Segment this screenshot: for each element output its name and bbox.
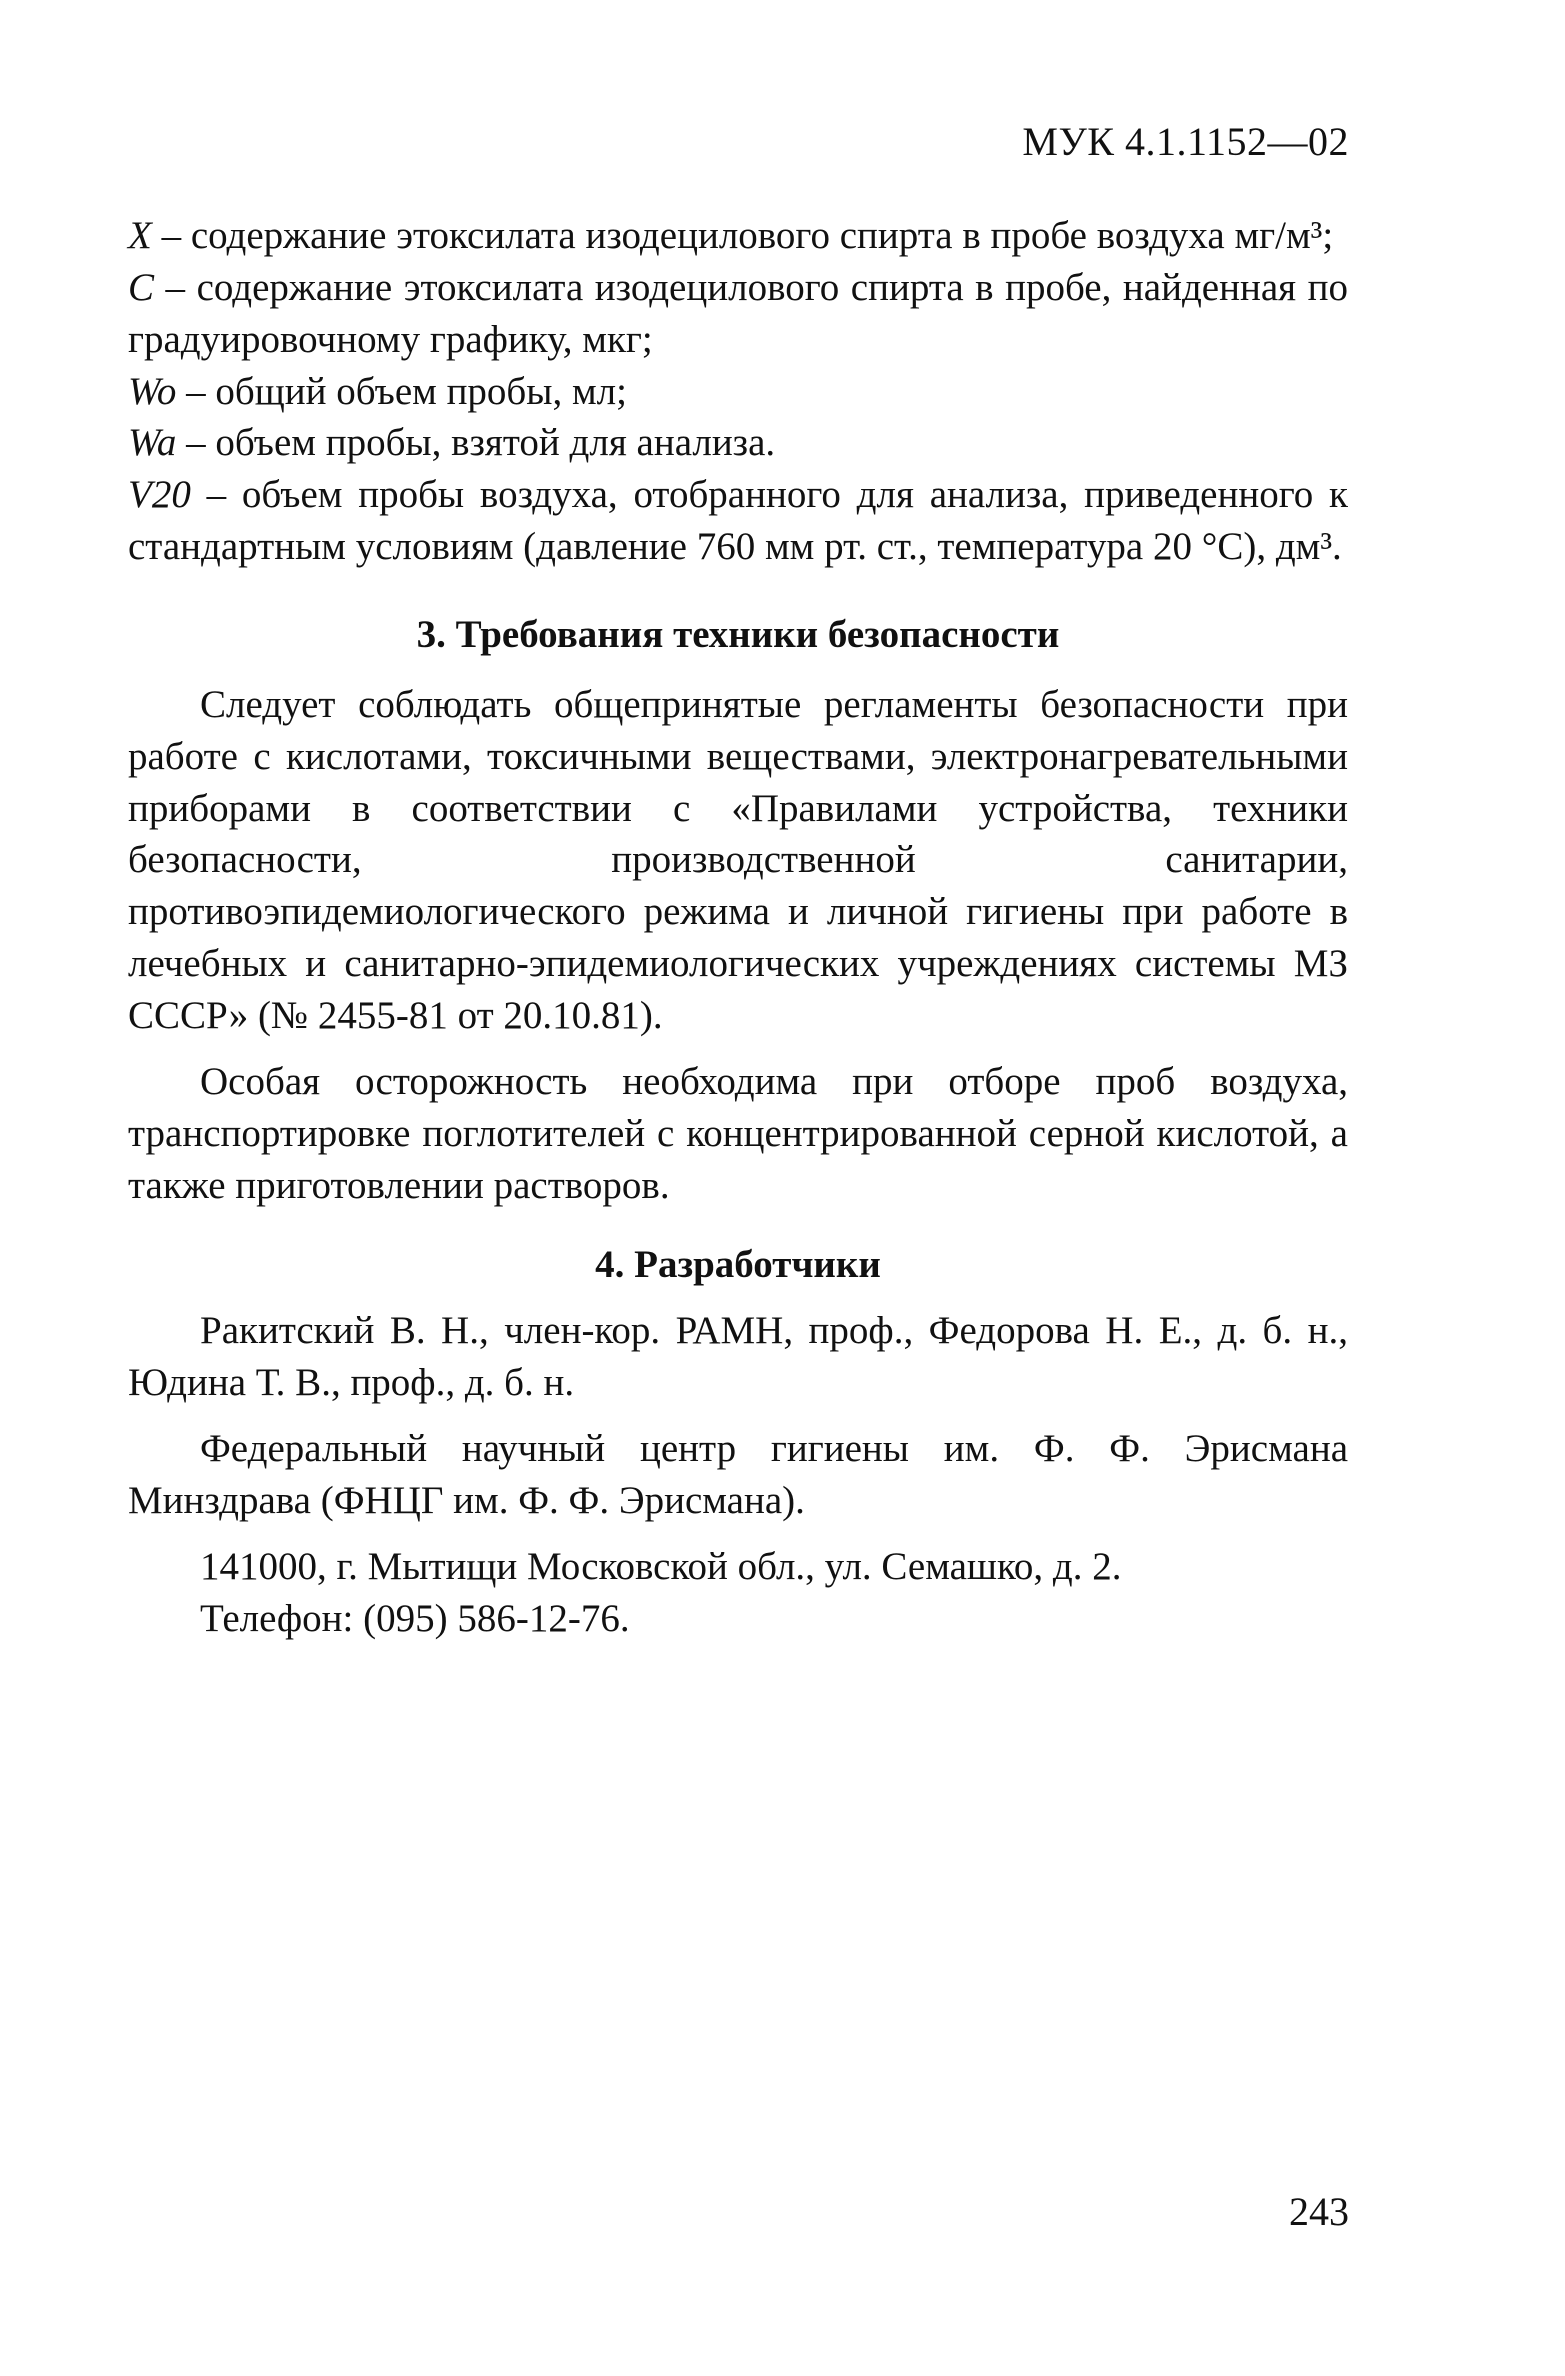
section-heading: 4. Разработчики: [595, 1243, 881, 1287]
definition-item: [128, 210, 1348, 262]
document-code: МУК 4.1.1152—02: [1022, 119, 1349, 164]
definition-symbol: C: [128, 265, 155, 309]
definition-symbol: V20: [128, 473, 191, 517]
address-line: 141000, г. Мытищи Московской обл., ул. Семашко, д. 2.: [200, 1544, 1122, 1588]
paragraph: Следует соблюдать общепринятые регламенты безопасности при работе с кислотами, токсичными веществами, электронагревательными приборами в соответствии с «Правилами устройства, техники безопасности, производственной санитарии, противоэпидемиологического режима и личной гигиены при работе в лечебных и санитарно-эпидемиологических учреждениях системы МЗ СССР» (№ 2455-81 от 20.10.81).: [128, 682, 1348, 1038]
definition-text: – общий объем пробы, мл;: [176, 369, 627, 413]
definitions-list: [128, 210, 1348, 573]
phone-line: Телефон: (095) 586-12-76.: [200, 1596, 630, 1640]
definition-item: [128, 262, 1348, 366]
paragraph: Ракитский В. Н., член-кор. РАМН, проф., Федорова Н. Е., д. б. н., Юдина Т. В., проф., д. б. н.: [128, 1309, 1348, 1405]
definition-item: [128, 417, 1348, 469]
definition-text: – содержание этоксилата изодецилового спирта в пробе воздуха мг/м³;: [151, 214, 1334, 257]
paragraph: Федеральный научный центр гигиены им. Ф. Ф. Эрисмана Минздрава (ФНЦГ им. Ф. Ф. Эрисмана).: [128, 1427, 1348, 1522]
definition-symbol: X: [128, 214, 152, 257]
definition-symbol: Wo: [128, 369, 177, 413]
section-heading: 3. Требования техники безопасности: [416, 613, 1060, 657]
definition-item: [128, 469, 1348, 573]
page-content: [128, 210, 1348, 1644]
definition-symbol: Wa: [128, 421, 177, 465]
page-number: 243: [1289, 2189, 1349, 2234]
definition-text: – объем пробы воздуха, отобранного для анализа, приведенного к стандартным условиям (давление 760 мм рт. ст., температура 20 °С), дм³.: [128, 473, 1348, 569]
paragraph: Особая осторожность необходима при отборе проб воздуха, транспортировке поглотителей с концентрированной серной кислотой, а также приготовлении растворов.: [128, 1059, 1348, 1207]
definition-text: – содержание этоксилата изодецилового спирта в пробе, найденная по градуировочному графику, мкг;: [128, 265, 1348, 361]
definition-text: – объем пробы, взятой для анализа.: [176, 421, 776, 465]
definition-item: [128, 366, 1348, 418]
